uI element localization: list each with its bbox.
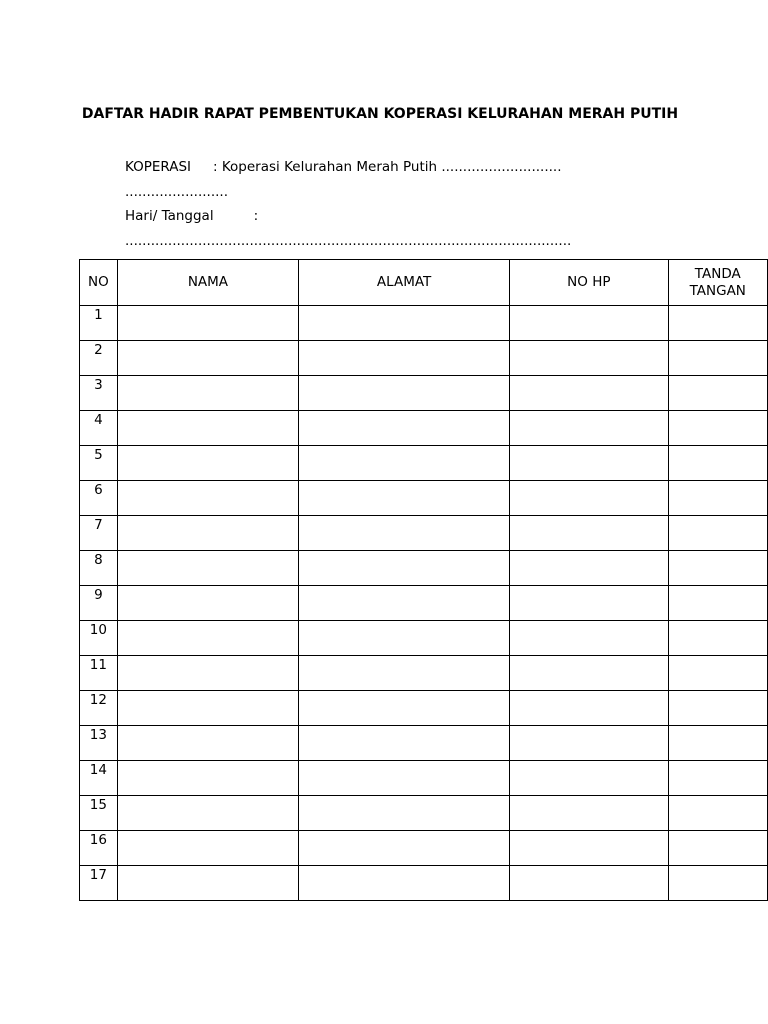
table-row bbox=[80, 306, 768, 341]
row-number-cell: 5 bbox=[80, 446, 118, 481]
nama-cell[interactable] bbox=[117, 446, 298, 481]
koperasi-value: : Koperasi Kelurahan Merah Putih ............................ bbox=[213, 159, 562, 175]
table-row bbox=[80, 796, 768, 831]
row-number-cell: 3 bbox=[80, 376, 118, 411]
row-number-cell: 6 bbox=[80, 481, 118, 516]
row-number-cell: 12 bbox=[80, 691, 118, 726]
tanda-tangan-cell[interactable] bbox=[668, 656, 768, 691]
table-row bbox=[80, 411, 768, 446]
nama-cell[interactable] bbox=[117, 481, 298, 516]
alamat-cell[interactable] bbox=[299, 411, 510, 446]
table-header-row bbox=[80, 260, 768, 306]
no-hp-cell[interactable] bbox=[510, 866, 668, 901]
row-number-cell: 17 bbox=[80, 866, 118, 901]
no-hp-cell[interactable] bbox=[510, 516, 668, 551]
nama-cell[interactable] bbox=[117, 341, 298, 376]
table-row bbox=[80, 376, 768, 411]
alamat-cell[interactable] bbox=[299, 656, 510, 691]
row-number-cell: 16 bbox=[80, 831, 118, 866]
table-row bbox=[80, 726, 768, 761]
header-no: NO bbox=[80, 260, 118, 306]
nama-cell[interactable] bbox=[117, 761, 298, 796]
tanda-tangan-cell[interactable] bbox=[668, 726, 768, 761]
table-row bbox=[80, 831, 768, 866]
table-row bbox=[80, 691, 768, 726]
row-number-cell: 11 bbox=[80, 656, 118, 691]
tanda-tangan-cell[interactable] bbox=[668, 621, 768, 656]
alamat-cell[interactable] bbox=[299, 376, 510, 411]
header-no-hp: NO HP bbox=[510, 260, 668, 306]
tanda-tangan-cell[interactable] bbox=[668, 376, 768, 411]
table-row bbox=[80, 341, 768, 376]
tanda-tangan-cell[interactable] bbox=[668, 341, 768, 376]
no-hp-cell[interactable] bbox=[510, 621, 668, 656]
header-alamat: ALAMAT bbox=[299, 260, 510, 306]
no-hp-cell[interactable] bbox=[510, 691, 668, 726]
no-hp-cell[interactable] bbox=[510, 376, 668, 411]
no-hp-cell[interactable] bbox=[510, 586, 668, 621]
row-number-cell: 10 bbox=[80, 621, 118, 656]
nama-cell[interactable] bbox=[117, 516, 298, 551]
alamat-cell[interactable] bbox=[299, 446, 510, 481]
table-row bbox=[80, 551, 768, 586]
nama-cell[interactable] bbox=[117, 551, 298, 586]
table-row bbox=[80, 621, 768, 656]
date-label: Hari/ Tanggal bbox=[125, 208, 214, 224]
table-row bbox=[80, 586, 768, 621]
no-hp-cell[interactable] bbox=[510, 726, 668, 761]
alamat-cell[interactable] bbox=[299, 726, 510, 761]
koperasi-line bbox=[125, 159, 562, 175]
no-hp-cell[interactable] bbox=[510, 761, 668, 796]
no-hp-cell[interactable] bbox=[510, 411, 668, 446]
nama-cell[interactable] bbox=[117, 411, 298, 446]
row-number-cell: 9 bbox=[80, 586, 118, 621]
nama-cell[interactable] bbox=[117, 866, 298, 901]
header-tanda-tangan: TANDA TANGAN bbox=[668, 260, 768, 306]
alamat-cell[interactable] bbox=[299, 306, 510, 341]
tanda-tangan-cell[interactable] bbox=[668, 831, 768, 866]
alamat-cell[interactable] bbox=[299, 481, 510, 516]
tanda-tangan-cell[interactable] bbox=[668, 796, 768, 831]
no-hp-cell[interactable] bbox=[510, 481, 668, 516]
date-dots: ........................................................................................................ bbox=[125, 233, 572, 249]
tanda-tangan-cell[interactable] bbox=[668, 411, 768, 446]
date-line bbox=[125, 208, 258, 224]
tanda-tangan-cell[interactable] bbox=[668, 761, 768, 796]
row-number-cell: 7 bbox=[80, 516, 118, 551]
table-row bbox=[80, 761, 768, 796]
no-hp-cell[interactable] bbox=[510, 796, 668, 831]
nama-cell[interactable] bbox=[117, 831, 298, 866]
tanda-tangan-cell[interactable] bbox=[668, 306, 768, 341]
alamat-cell[interactable] bbox=[299, 586, 510, 621]
tanda-tangan-cell[interactable] bbox=[668, 516, 768, 551]
nama-cell[interactable] bbox=[117, 726, 298, 761]
table-row bbox=[80, 481, 768, 516]
koperasi-label: KOPERASI bbox=[125, 159, 192, 175]
alamat-cell[interactable] bbox=[299, 796, 510, 831]
koperasi-continuation-dots: ........................ bbox=[125, 184, 228, 200]
no-hp-cell[interactable] bbox=[510, 656, 668, 691]
no-hp-cell[interactable] bbox=[510, 306, 668, 341]
no-hp-cell[interactable] bbox=[510, 446, 668, 481]
row-number-cell: 14 bbox=[80, 761, 118, 796]
alamat-cell[interactable] bbox=[299, 621, 510, 656]
tanda-tangan-cell[interactable] bbox=[668, 691, 768, 726]
nama-cell[interactable] bbox=[117, 586, 298, 621]
nama-cell[interactable] bbox=[117, 691, 298, 726]
header-nama: NAMA bbox=[117, 260, 298, 306]
row-number-cell: 8 bbox=[80, 551, 118, 586]
alamat-cell[interactable] bbox=[299, 551, 510, 586]
row-number-cell: 15 bbox=[80, 796, 118, 831]
table-row bbox=[80, 516, 768, 551]
row-number-cell: 1 bbox=[80, 306, 118, 341]
nama-cell[interactable] bbox=[117, 376, 298, 411]
tanda-tangan-cell[interactable] bbox=[668, 446, 768, 481]
tanda-tangan-cell[interactable] bbox=[668, 551, 768, 586]
tanda-tangan-cell[interactable] bbox=[668, 866, 768, 901]
alamat-cell[interactable] bbox=[299, 866, 510, 901]
row-number-cell: 13 bbox=[80, 726, 118, 761]
document-title: DAFTAR HADIR RAPAT PEMBENTUKAN KOPERASI KELURAHAN MERAH PUTIH bbox=[81, 106, 679, 122]
nama-cell[interactable] bbox=[117, 656, 298, 691]
nama-cell[interactable] bbox=[117, 796, 298, 831]
alamat-cell[interactable] bbox=[299, 691, 510, 726]
alamat-cell[interactable] bbox=[299, 831, 510, 866]
alamat-cell[interactable] bbox=[299, 341, 510, 376]
attendance-table bbox=[79, 259, 768, 901]
alamat-cell[interactable] bbox=[299, 516, 510, 551]
table-row bbox=[80, 866, 768, 901]
table-body bbox=[80, 306, 768, 901]
row-number-cell: 4 bbox=[80, 411, 118, 446]
tanda-tangan-cell[interactable] bbox=[668, 481, 768, 516]
nama-cell[interactable] bbox=[117, 621, 298, 656]
date-colon: : bbox=[253, 208, 259, 224]
no-hp-cell[interactable] bbox=[510, 831, 668, 866]
table-row bbox=[80, 656, 768, 691]
alamat-cell[interactable] bbox=[299, 761, 510, 796]
tanda-tangan-cell[interactable] bbox=[668, 586, 768, 621]
no-hp-cell[interactable] bbox=[510, 551, 668, 586]
no-hp-cell[interactable] bbox=[510, 341, 668, 376]
table-row bbox=[80, 446, 768, 481]
row-number-cell: 2 bbox=[80, 341, 118, 376]
nama-cell[interactable] bbox=[117, 306, 298, 341]
